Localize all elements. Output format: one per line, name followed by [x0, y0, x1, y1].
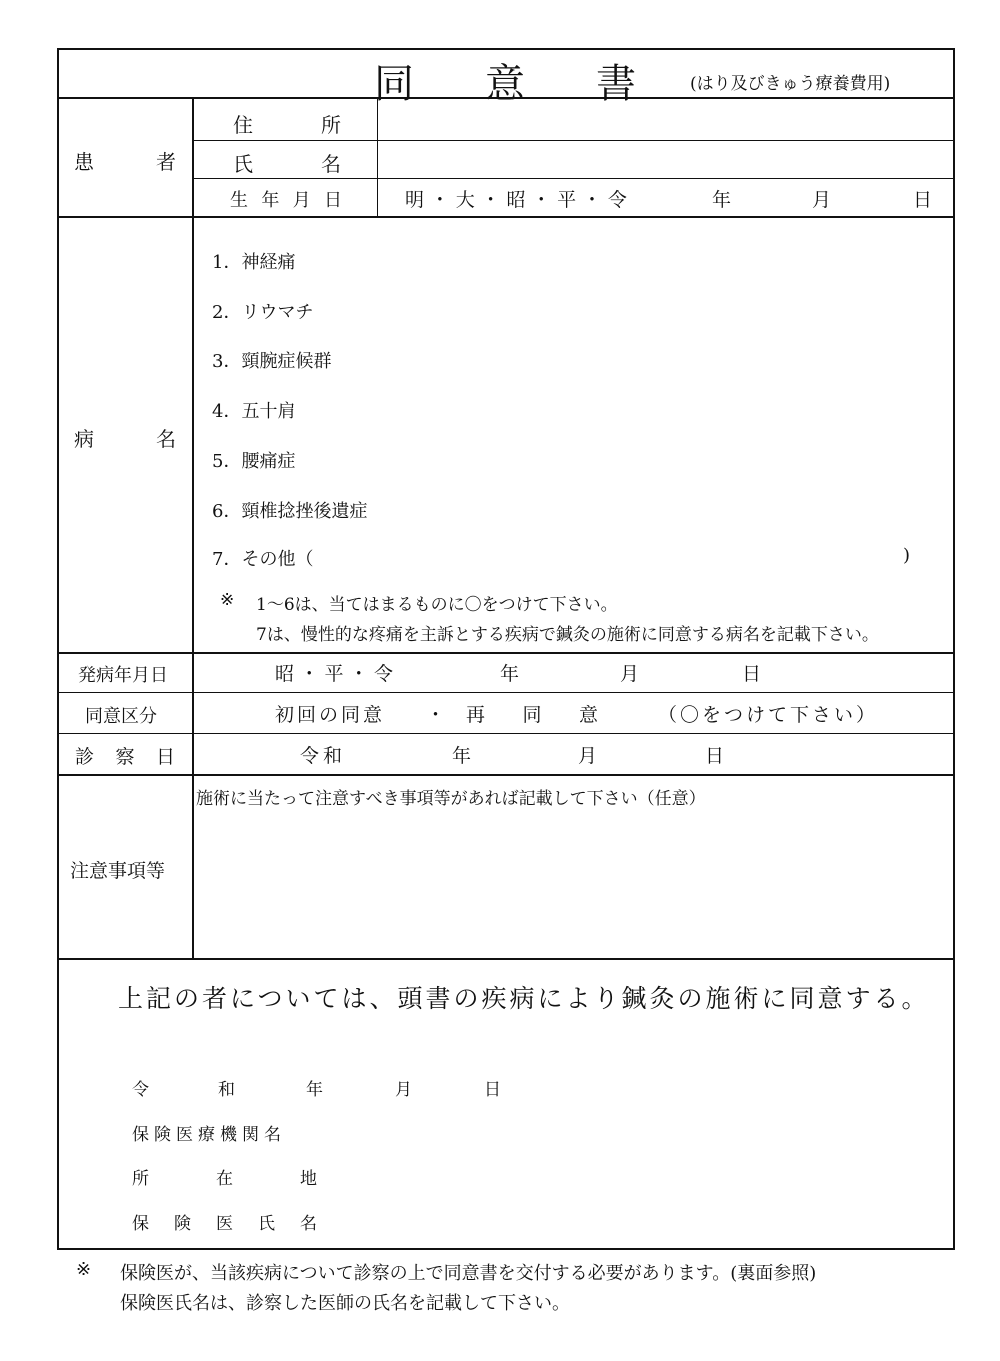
onset-day-label: 日 [742, 663, 762, 685]
consent-statement: 上記の者については、頭書の疾病により鍼灸の施術に同意する。 [118, 984, 930, 1013]
disease-option-5[interactable]: 5．腰痛症 [212, 451, 296, 472]
consent-instruction: （〇をつけて下さい） [658, 704, 879, 726]
consent-type-label: 同意区分 [85, 706, 157, 727]
other-close-paren: ) [903, 545, 911, 566]
onset-year-label: 年 [500, 663, 520, 685]
consent-first-option[interactable]: 初回の同意 [275, 704, 386, 726]
name-label: 氏 名 [233, 152, 341, 176]
notes-label: 注意事項等 [70, 860, 166, 882]
exam-month-label: 月 [578, 745, 598, 767]
disease-option-7-other[interactable]: 7．その他（ [212, 549, 314, 570]
signing-era-rei: 令 [132, 1080, 149, 1100]
name-field[interactable] [380, 142, 953, 177]
institution-location-label: 所 在 地 [132, 1169, 317, 1189]
birth-month-label: 月 [812, 189, 832, 211]
onset-era-options[interactable]: 昭 ・ 平 ・ 令 [275, 663, 393, 685]
footer-note-mark: ※ [76, 1259, 92, 1280]
birth-day-label: 日 [913, 189, 933, 211]
disease-note-line-1: 1～6は、当てはまるものに〇をつけて下さい。 [256, 595, 618, 615]
signing-year-label: 年 [306, 1080, 323, 1100]
disease-note-mark: ※ [220, 590, 235, 610]
address-field[interactable] [380, 99, 953, 139]
disease-option-1[interactable]: 1．神経痛 [212, 252, 296, 273]
signing-day-label: 日 [484, 1080, 501, 1100]
doctor-name-label: 保 険 医 氏 名 [132, 1214, 317, 1234]
doctor-signature-field[interactable] [340, 1060, 940, 1240]
exam-year-label: 年 [452, 745, 472, 767]
birth-era-options[interactable]: 明 ・ 大 ・ 昭 ・ 平 ・ 令 [405, 189, 627, 211]
birthdate-label: 生 年 月 日 [230, 190, 342, 211]
signing-month-label: 月 [395, 1080, 412, 1100]
onset-label: 発病年月日 [78, 665, 168, 686]
disease-note-line-2: 7は、慢性的な疼痛を主訴とする疾病で鍼灸の施術に同意する病名を記載下さい。 [256, 625, 879, 645]
institution-name-label: 保険医療機関名 [132, 1125, 286, 1145]
consent-re-option[interactable]: 再 同 意 [466, 704, 598, 726]
exam-day-label: 日 [705, 745, 725, 767]
rule-label-column [192, 97, 194, 958]
onset-month-label: 月 [620, 663, 640, 685]
other-disease-field[interactable] [340, 543, 895, 571]
notes-prompt: 施術に当たって注意すべき事項等があれば記載して下さい（任意） [196, 789, 706, 809]
address-label: 住 所 [233, 113, 341, 137]
disease-option-2[interactable]: 2．リウマチ [212, 302, 314, 323]
disease-option-3[interactable]: 3．頸腕症候群 [212, 351, 332, 372]
rule-under-address [193, 140, 955, 141]
notes-field[interactable] [196, 808, 952, 956]
rule-under-name [193, 178, 955, 179]
patient-section-label: 患 者 [74, 150, 176, 174]
disease-section-label: 病 名 [74, 427, 176, 451]
signing-era-wa: 和 [218, 1080, 235, 1100]
exam-date-label: 診 察 日 [75, 746, 175, 768]
consent-option-separator: ・ [426, 704, 446, 726]
footer-note-line-1: 保険医が、当該疾病について診察の上で同意書を交付する必要があります。(裏面参照) [120, 1263, 817, 1284]
disease-option-4[interactable]: 4．五十肩 [212, 401, 296, 422]
disease-option-6[interactable]: 6．頸椎捻挫後遺症 [212, 501, 368, 522]
rule-under-notes [57, 958, 955, 960]
form-title: 同 意 書 [374, 61, 636, 107]
form-subtitle: (はり及びきゅう療養費用) [690, 74, 891, 94]
footer-note-line-2: 保険医氏名は、診察した医師の氏名を記載して下さい。 [120, 1293, 570, 1314]
rule-patient-value-column [377, 97, 378, 216]
exam-era: 令和 [300, 745, 347, 767]
birth-year-label: 年 [712, 189, 732, 211]
